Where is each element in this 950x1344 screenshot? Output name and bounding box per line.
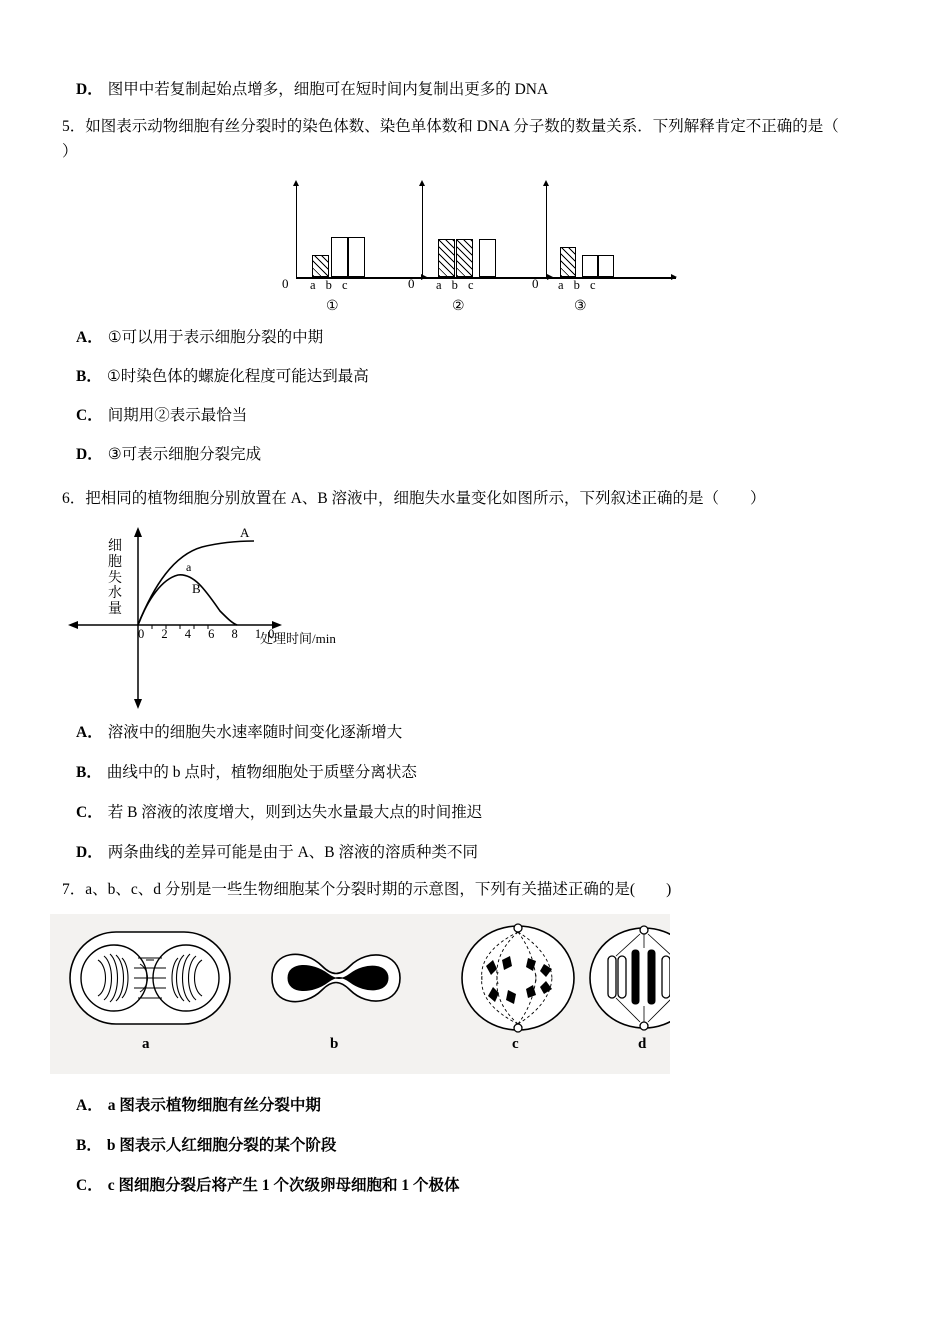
option-label: A． (76, 724, 103, 742)
origin-label: 0 (408, 276, 415, 292)
y-axis (296, 186, 297, 278)
option-label: C． (76, 803, 103, 821)
option-text: 间期用②表示最恰当 (107, 406, 248, 424)
option-label: A． (76, 1097, 103, 1115)
q5-figure (62, 180, 892, 320)
panel-caption: ③ (574, 299, 587, 315)
bar-c (479, 239, 496, 277)
q6-y-axis-label: 细胞失水量 (108, 539, 122, 618)
option-text: 两条曲线的差异可能是由于 A、B 溶液的溶质种类不同 (107, 843, 478, 861)
bar-b (331, 237, 348, 277)
option-text: ①可以用于表示细胞分裂的中期 (107, 329, 324, 347)
option-label: B． (76, 764, 102, 782)
q6-figure (62, 521, 892, 721)
option-label: B． (76, 1137, 102, 1155)
q4-option-d (62, 78, 892, 103)
q5-stem-text: 如图表示动物细胞有丝分裂时的染色体数、染色单体数和 DNA 分子数的数量关系．下列解释肯定不正确的是（ (85, 117, 839, 135)
option-label: D． (76, 81, 103, 98)
q6-number: 6． (62, 489, 86, 507)
option-text: 溶液中的细胞失水速率随时间变化逐渐增大 (107, 724, 403, 742)
category-label: a b c (436, 278, 478, 293)
q6-option-b (62, 761, 892, 786)
bar-a (560, 247, 576, 277)
category-label: a b c (558, 278, 600, 293)
bar-b (456, 239, 473, 277)
panel-caption: ② (452, 299, 465, 315)
option-text: ③可表示细胞分裂完成 (107, 445, 262, 463)
q6-option-c (62, 801, 892, 826)
origin-label: 0 (282, 276, 289, 292)
q5-panel-3 (524, 180, 714, 320)
category-label: a b c (310, 278, 352, 293)
option-text: 若 B 溶液的浓度增大，则到达失水量最大点的时间推迟 (107, 803, 483, 821)
q5-option-c (62, 404, 892, 429)
option-label: B． (76, 368, 102, 386)
page-content (62, 78, 892, 1201)
q5-option-b (62, 365, 892, 390)
q5-stem (62, 115, 892, 140)
q7-caption-b: b (330, 1036, 339, 1053)
q7-option-b (62, 1134, 892, 1159)
svg-text:a: a (186, 560, 192, 575)
q5-option-d (62, 443, 892, 468)
option-label: A． (76, 329, 103, 347)
bar-c (348, 237, 365, 277)
option-text: ①时染色体的螺旋化程度可能达到最高 (106, 368, 369, 386)
q7-figure (50, 914, 670, 1074)
bar-c (598, 255, 614, 277)
bar-a (312, 255, 329, 277)
option-text: b 图表示人红细胞分裂的某个阶段 (106, 1137, 337, 1155)
option-label: D． (76, 843, 103, 861)
q7-caption-d: d (638, 1036, 647, 1053)
q6-x-tick-labels: 0 2 4 6 8 10 (138, 627, 282, 642)
q6-option-d (62, 841, 892, 866)
q6-stem (62, 487, 892, 512)
q7-stem (62, 878, 892, 903)
q6-option-a (62, 721, 892, 746)
q5-number: 5． (62, 117, 86, 135)
q7-caption-c: c (512, 1036, 519, 1053)
q7-option-a (62, 1094, 892, 1119)
svg-text:B: B (192, 581, 201, 597)
bar-a (438, 239, 455, 277)
svg-text:A: A (240, 525, 250, 541)
y-axis (422, 186, 423, 278)
q7-number: 7． (62, 880, 86, 898)
option-label: D． (76, 445, 103, 463)
origin-label: 0 (532, 276, 539, 292)
y-axis (546, 186, 547, 278)
q7-caption-a: a (142, 1036, 150, 1053)
option-label: C． (76, 1176, 103, 1194)
option-label: C． (76, 406, 103, 424)
option-text: c 图细胞分裂后将产生 1 个次级卵母细胞和 1 个极体 (107, 1176, 460, 1194)
q6-x-axis-label: 处理时间/min (260, 631, 336, 647)
bar-b (582, 255, 598, 277)
option-text: a 图表示植物细胞有丝分裂中期 (107, 1097, 321, 1115)
q7-stem-text: a、b、c、d 分别是一些生物细胞某个分裂时期的示意图，下列有关描述正确的是( ) (85, 880, 672, 898)
q5-option-a (62, 326, 892, 351)
q5-stem-cont: ） (62, 142, 78, 160)
q6-stem-text: 把相同的植物细胞分别放置在 A、B 溶液中，细胞失水量变化如图所示，下列叙述正确的是（ ） (85, 489, 766, 507)
panel-caption: ① (326, 299, 339, 315)
option-text: 曲线中的 b 点时，植物细胞处于质壁分离状态 (106, 764, 417, 782)
q7-option-c (62, 1174, 892, 1199)
option-text: 图甲中若复制起始点增多，细胞可在短时间内复制出更多的 DNA (107, 81, 549, 98)
